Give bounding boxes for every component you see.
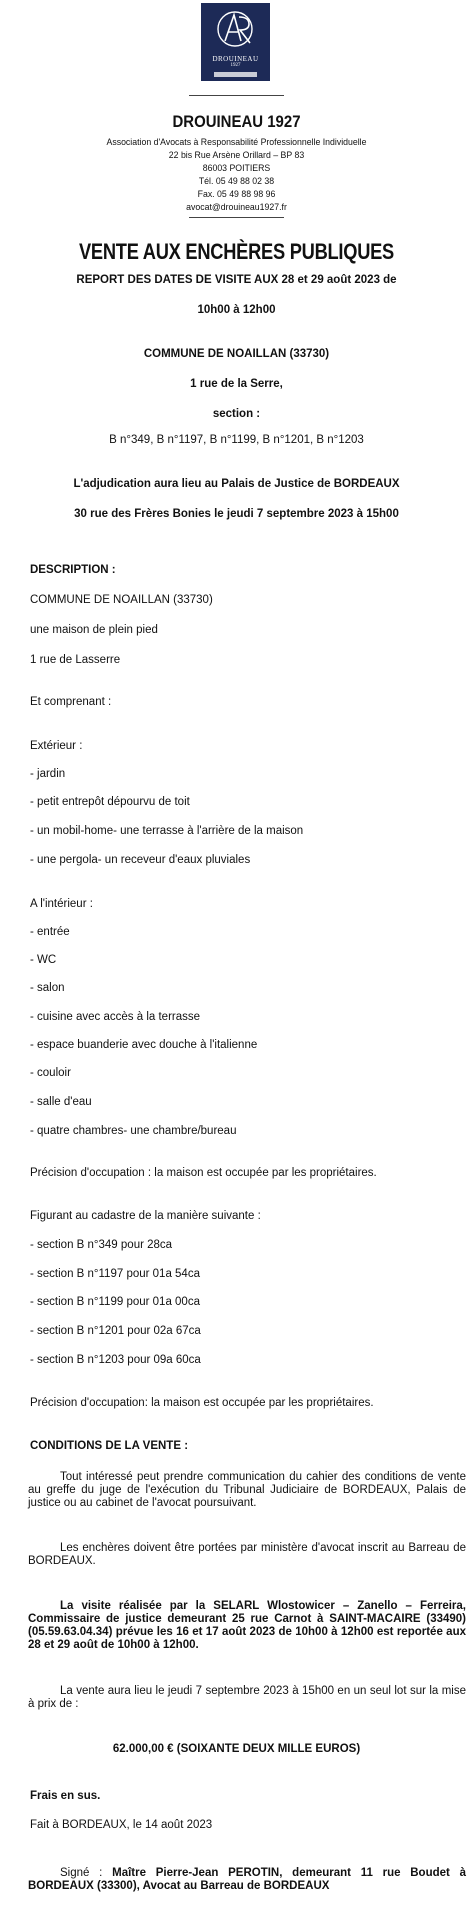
occupation-note: Précision d'occupation: la maison est occupée par les propriétaires. [30,1397,374,1409]
sale-paragraph: La vente aura lieu le jeudi 7 septembre 2023 à 15h00 en un seul lot sur la mise à prix de : [28,1685,466,1710]
description-line: une maison de plein pied [30,624,158,636]
list-item: - salle d'eau [30,1096,92,1108]
firm-phone: Tél. 05 49 88 02 38 [198,176,275,187]
cadastre-heading: Figurant au cadastre de la manière suivante : [30,1210,261,1222]
adjudication-line: 30 rue des Frères Bonies le jeudi 7 septembre 2023 à 15h00 [74,508,399,520]
description-line: COMMUNE DE NOAILLAN (33730) [30,594,213,606]
list-item: - petit entrepôt dépourvu de toit [30,796,190,808]
fees-note: Frais en sus. [30,1790,101,1802]
description-line: A l'intérieur : [30,898,93,910]
description-line: 1 rue de Lasserre [30,654,121,666]
commune: COMMUNE DE NOAILLAN (33730) [143,348,330,360]
street: 1 rue de la Serre, [190,378,283,390]
divider [189,95,284,96]
list-item: - section B n°1199 pour 01a 00ca [30,1296,200,1308]
signatory: Maître Pierre-Jean PEROTIN, demeurant 11 rue Boudet à BORDEAUX (33300), Avocat au Barreau de BORDEAUX [28,1867,467,1892]
list-item: - section B n°349 pour 28ca [30,1239,173,1251]
firm-address: 22 bis Rue Arsène Orillard – BP 83 [168,150,305,161]
list-item: - une pergola- un receveur d'eaux pluviales [30,854,251,866]
firm-city: 86003 POITIERS [202,163,271,174]
list-item: - entrée [30,926,70,938]
list-item: - quatre chambres- une chambre/bureau [30,1125,237,1137]
firm-email: avocat@drouineau1927.fr [186,202,287,213]
firm-description: Association d'Avocats à Responsabilité Professionnelle Individuelle [106,137,367,148]
list-item: - section B n°1197 pour 01a 54ca [30,1268,200,1280]
list-item: - un mobil-home- une terrasse à l'arrière de la maison [30,825,304,837]
page-title: VENTE AUX ENCHÈRES PUBLIQUES [78,239,394,264]
report-line: REPORT DES DATES DE VISITE AUX 28 et 29 août 2023 de [76,274,397,286]
logo-tagline-bar [214,72,257,77]
description-line: Extérieur : [30,740,83,752]
conditions-heading: CONDITIONS DE LA VENTE : [30,1440,189,1452]
firm-logo [201,3,270,81]
list-item: - jardin [30,768,66,780]
monogram-icon [201,3,270,55]
list-item: - section B n°1201 pour 02a 67ca [30,1325,201,1337]
list-item: - espace buanderie avec douche à l'italienne [30,1039,258,1051]
logo-year: 1927 [230,63,241,68]
date-line: Fait à BORDEAUX, le 14 août 2023 [30,1819,213,1831]
signature-block [28,1867,466,1893]
section-label: section : [212,408,261,420]
divider [189,217,284,218]
description-line: Et comprenant : [30,696,112,708]
visit-paragraph: La visite réalisée par la SELARL Wlostowicer – Zanello – Ferreira, Commissaire de justice demeurant 25 rue Carnot à SAINT-MACAIRE (33490) (05.59.63.04.34) prévue les 16 et 17 août 2023 de 10h00 à 12h00 est reportée aux 28 et 29 août de 10h00 à 12h00. [28,1600,466,1651]
conditions-paragraph: Tout intéressé peut prendre communication du cahier des conditions de vente au greffe du juge de l'exécution du Tribunal Judiciaire de BORDEAUX, Palais de justice ou au cabinet de l'avocat poursuivant. [28,1471,466,1509]
conditions-paragraph: Les enchères doivent être portées par ministère d'avocat inscrit au Barreau de BORDEAUX. [28,1542,466,1567]
list-item: - couloir [30,1067,71,1079]
starting-price: 62.000,00 € (SOIXANTE DEUX MILLE EUROS) [112,1743,361,1755]
list-item: - section B n°1203 pour 09a 60ca [30,1354,201,1366]
list-item: - cuisine avec accès à la terrasse [30,1011,201,1023]
list-item: - WC [30,954,57,966]
parcels: B n°349, B n°1197, B n°1199, B n°1201, B n°1203 [109,434,364,446]
signature-label: Signé : [60,1867,113,1879]
report-line: 10h00 à 12h00 [197,304,276,316]
description-heading: DESCRIPTION : [30,564,116,576]
firm-name: DROUINEAU 1927 [172,112,301,131]
logo-name: DROUINEAU [212,55,259,63]
firm-fax: Fax. 05 49 88 98 96 [197,189,276,200]
occupation-note: Précision d'occupation : la maison est occupée par les propriétaires. [30,1167,377,1179]
list-item: - salon [30,982,65,994]
adjudication-line: L'adjudication aura lieu au Palais de Justice de BORDEAUX [73,478,400,490]
